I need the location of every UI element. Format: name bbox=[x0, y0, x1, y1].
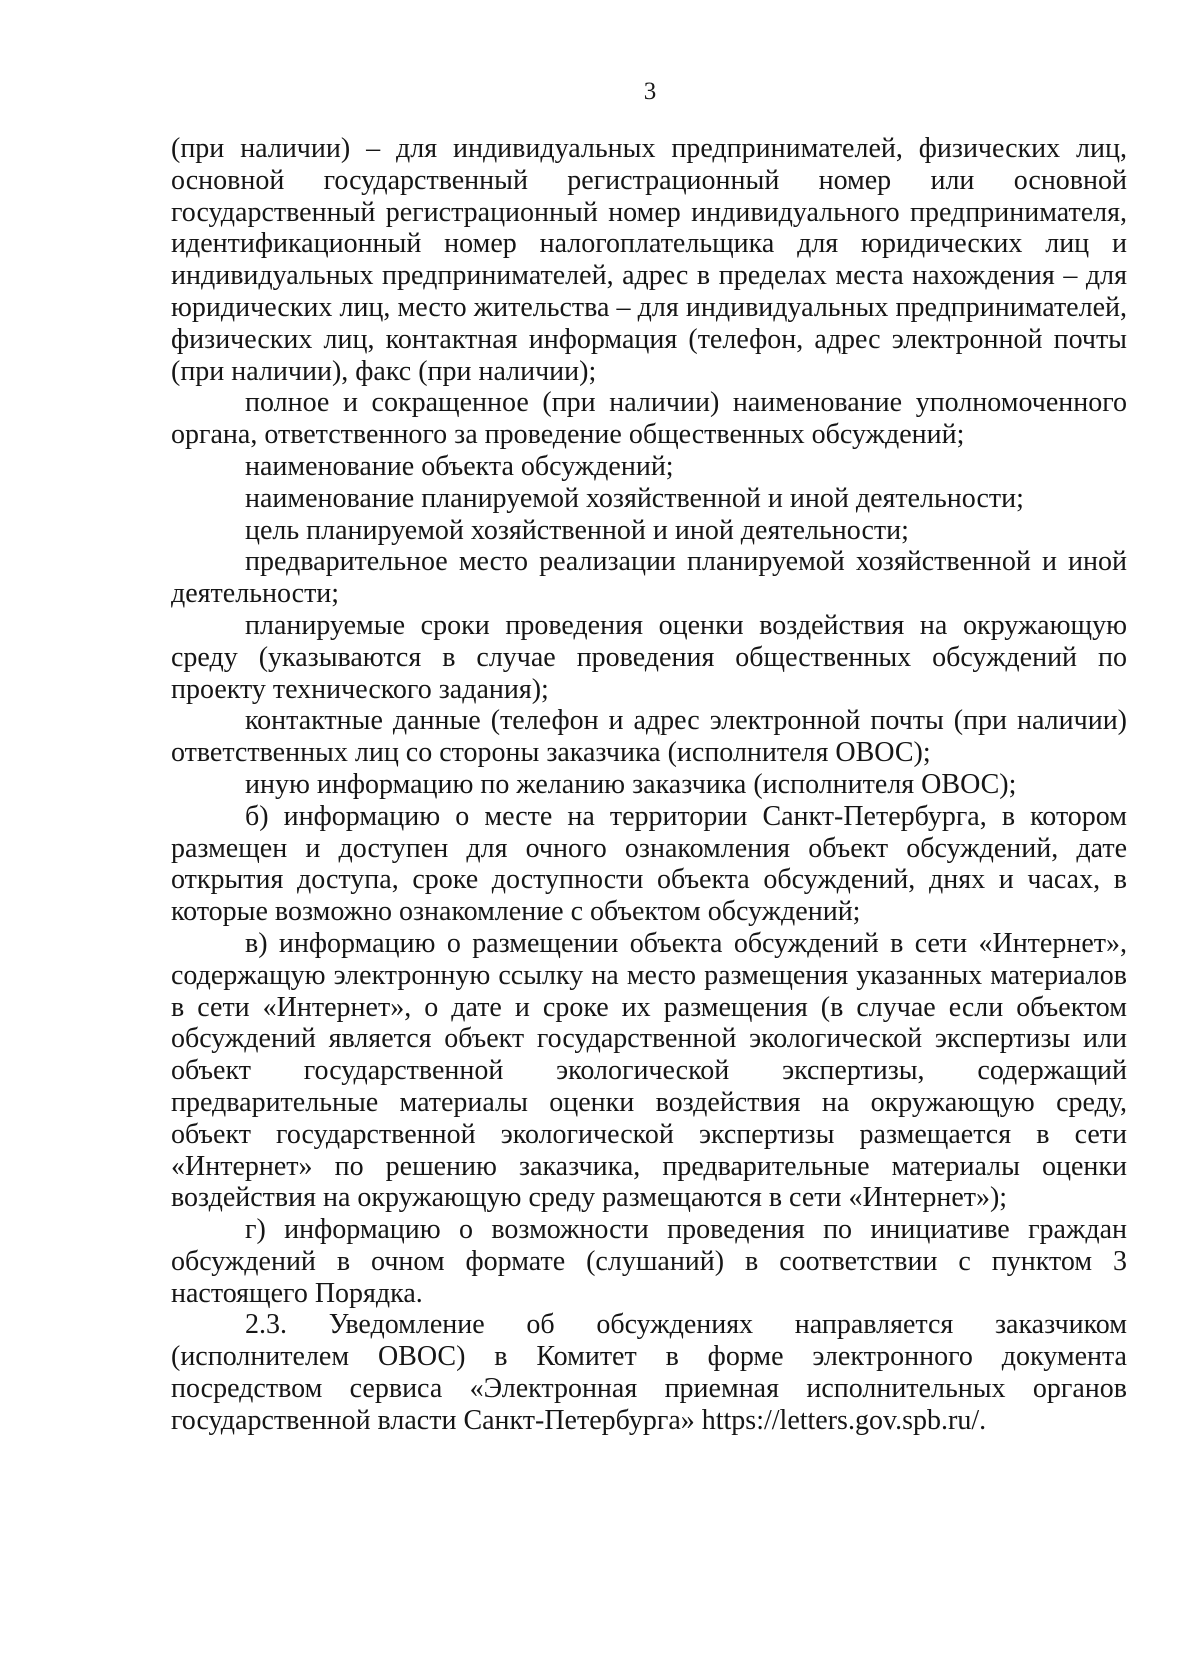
paragraph-item-b: б) информацию о месте на территории Санкт-Петербурга, в котором размещен и доступен для очного ознакомления объект обсуждений, дате открытия доступа, сроке доступности объекта обсуждений, днях и часах, в которые возможно ознакомление с объектом обсуждений; bbox=[171, 800, 1127, 928]
paragraph: цель планируемой хозяйственной и иной деятельности; bbox=[245, 514, 909, 546]
paragraph-continuation: (при наличии) – для индивидуальных предпринимателей, физических лиц, основной государственный регистрационный номер или основной государственный регистрационный номер индивидуального предпринимателя, идентификационный номер налогоплательщика для юридических лиц и индивидуальных предпринимателей, адрес в пределах места нахождения – для юридических лиц, место жительства – для индивидуальных предпринимателей, физических лиц, контактная информация (телефон, адрес электронной почты (при наличии), факс (при наличии); bbox=[171, 133, 1127, 387]
paragraph-section-2-3: 2.3. Уведомление об обсуждениях направляется заказчиком (исполнителем ОВОС) в Комитет в форме электронного документа посредством сервиса «Электронная приемная исполнительных органов государственной власти Санкт-Петербурга» https://letters.gov.spb.ru/. bbox=[171, 1309, 1127, 1436]
paragraph: полное и сокращенное (при наличии) наименование уполномоченного органа, ответственного за проведение общественных обсуждений; bbox=[171, 387, 1127, 451]
paragraph: иную информацию по желанию заказчика (исполнителя ОВОС); bbox=[245, 768, 1017, 800]
paragraph: контактные данные (телефон и адрес электронной почты (при наличии) ответственных лиц со стороны заказчика (исполнителя ОВОС); bbox=[171, 705, 1127, 769]
page-number: 3 bbox=[643, 78, 657, 105]
paragraph-item-v: в) информацию о размещении объекта обсуждений в сети «Интернет», содержащую электронную ссылку на место размещения указанных материалов в сети «Интернет», о дате и сроке их размещения (в случае если объектом обсуждений является объект государственной экологической экспертизы или объект государственной экологической экспертизы, содержащий предварительные материалы оценки воздействия на окружающую среду, объект государственной экологической экспертизы размещается в сети «Интернет» по решению заказчика, предварительные материалы оценки воздействия на окружающую среду размещаются в сети «Интернет»); bbox=[171, 927, 1127, 1214]
document-body bbox=[171, 133, 1127, 1437]
paragraph: наименование планируемой хозяйственной и иной деятельности; bbox=[245, 482, 1024, 514]
paragraph: наименование объекта обсуждений; bbox=[245, 450, 674, 482]
paragraph: предварительное место реализации планируемой хозяйственной и иной деятельности; bbox=[171, 546, 1127, 610]
paragraph-item-g: г) информацию о возможности проведения по инициативе граждан обсуждений в очном формате (слушаний) в соответствии с пунктом 3 настоящего Порядка. bbox=[171, 1214, 1127, 1309]
paragraph: планируемые сроки проведения оценки воздействия на окружающую среду (указываются в случае проведения общественных обсуждений по проекту технического задания); bbox=[171, 609, 1127, 705]
